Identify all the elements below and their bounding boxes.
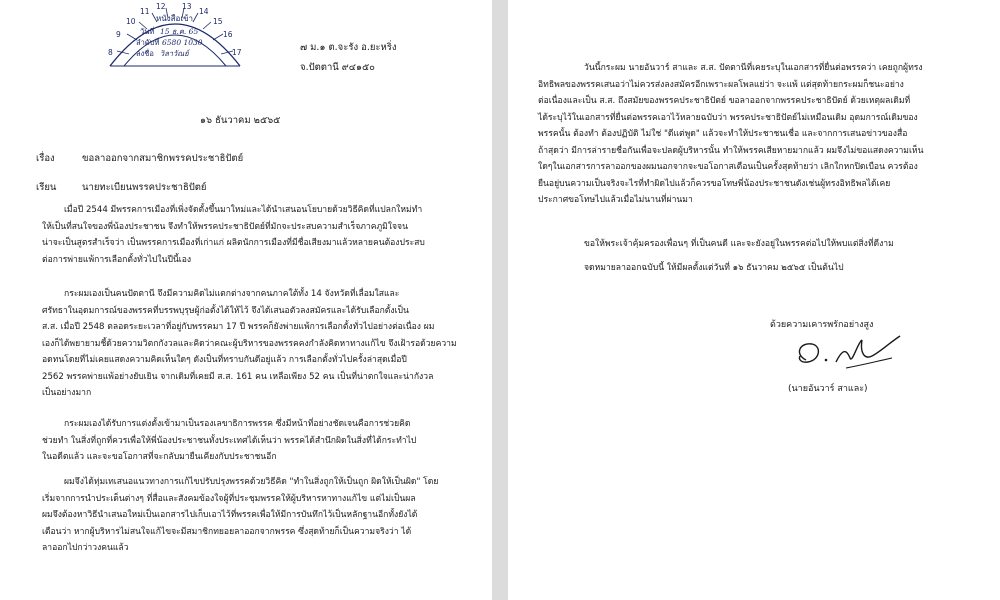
text-line: ส.ส. เมื่อปี 2548 ตลอดระยะเวลาที่อยู่กับพรรคมา 17 ปี พรรคก็ยังพ่ายแพ้การเลือกตั้งทั่วไปอย่างต่อเนื่อง ผม: [42, 322, 435, 332]
text-line: เริ่มจากการนำประเด็นต่างๆ ที่สื่อและสังคมข้องใจผู้ที่ประชุมพรรคให้ผู้บริหารหาทางแก้ไข แต่ไม่เป็นผล: [42, 493, 416, 504]
body-paragraph-1: [42, 202, 425, 268]
text-line: น่าจะเป็นสูตรสำเร็จว่า เป็นพรรคการเมืองที่เก่าแก่ ผลิตนักการเมืองที่มีชื่อเสียงมาแล้วหลายคนต้องประสบ: [42, 238, 425, 248]
recipient-label: เรียน: [36, 182, 57, 193]
text-line: ให้เป็นที่สนใจของพี่น้องประชาชน จึงทำให้พรรคประชาธิปัตย์ที่มักจะประสบความสำเร็จภาคภูมิใจจน: [42, 221, 408, 232]
text-line: อดทนโดยที่ไม่เคยแสดงความคิดเห็นใดๆ ดังเป็นที่ทราบกันดีอยู่แล้ว การเลือกตั้งทั่วไปครั้งล่าสุดเมื่อปี: [42, 355, 407, 365]
handwritten-signature: [788, 330, 906, 378]
text-line: ต่อการพ่ายแพ้การเลือกตั้งทั่วไปในปีนี้เอง: [42, 254, 192, 265]
text-line: ศรัทธาในอุดมการณ์ของพรรคที่บรรพบุรุษผู้ก่อตั้งได้ให้ไว้ จึงได้เสนอตัวลงสมัครและได้รับเลือกตั้งเป็น: [42, 305, 409, 316]
text-line: ขอให้พระเจ้าคุ้มครองเพื่อนๆ ที่เป็นคนดี และจะยังอยู่ในพรรคต่อไปให้พบแต่สิ่งที่ดีงาม: [584, 239, 894, 249]
stamp-number: 10: [126, 17, 136, 26]
text-line: กระผมเองได้รับการแต่งตั้งเข้ามาเป็นรองเลขาธิการพรรค ซึ่งมีหน้าที่อย่างชัดเจนคือการช่วยคิด: [64, 419, 411, 429]
text-line: เมื่อปี 2544 มีพรรคการเมืองที่เพิ่งจัดตั้งขึ้นมาใหม่และได้นำเสนอนโยบายด้วยวิธีคิดที่แปลกใหม่ทำ: [64, 205, 423, 215]
stamp-day-value: 15 ธ.ค. 65: [160, 27, 199, 36]
stamp-number: 14: [199, 7, 209, 16]
received-stamp: [100, 0, 250, 70]
body-paragraph-5: [538, 60, 923, 209]
body-paragraph-7: [584, 260, 844, 277]
body-paragraph-3: [42, 416, 416, 466]
text-line: ใดๆในเอกสารการลาออกของผมนอกจากจะขอโอกาสเตือนเป็นครั้งสุดท้ายว่า เลิกใกหกปิดเบือน ควรต้อง: [538, 162, 918, 172]
text-line: ได้ระบุไว้ในเอกสารที่ยื่นต่อพรรคเอาไว้หลายฉบับว่า พรรคประชาธิปัตย์ไม่เหมือนเดิม อุดมการณ์เดิมของ: [538, 112, 918, 123]
stamp-number: 13: [182, 2, 192, 11]
text-line: เป็นอย่างมาก: [42, 388, 92, 398]
body-paragraph-4: [42, 474, 438, 557]
text-line: ลาออกไปกว่าวงคนแล้ว: [42, 543, 129, 553]
letter-page-2: [508, 0, 1000, 600]
body-paragraph-6: [584, 236, 894, 253]
closing-salutation: ด้วยความเคารพรักอย่างสูง: [770, 320, 874, 330]
stamp-number: 8: [108, 48, 113, 57]
text-line: วันนี้กระผม นายอันวาร์ สาและ ส.ส. ปัตตานีที่เคยระบุในเอกสารที่ยื่นต่อพรรคว่า เคยถูกผู้ทรง: [584, 63, 923, 73]
page-separator: [492, 0, 508, 600]
text-line: จดหมายลาออกฉบับนี้ ให้มีผลตั้งแต่วันที่ ๑๖ ธันวาคม ๒๕๖๕ เป็นต้นไป: [584, 263, 844, 273]
sender-address-line-1: ๗ ม.๑ ต.จะรัง อ.ยะหริ่ง: [300, 42, 397, 53]
text-line: กระผมเองเป็นคนปัตตานี จึงมีความคิดไม่แตกต่างจากคนภาคใต้ทั้ง 14 จังหวัดที่เลื่อมใสและ: [64, 289, 400, 299]
stamp-reg-value: 6580 1030: [162, 38, 203, 47]
subject-text: ขอลาออกจากสมาชิกพรรคประชาธิปัตย์: [82, 153, 244, 164]
letter-date: ๑๖ ธันวาคม ๒๕๖๕: [200, 115, 281, 126]
text-line: พรรคนั้น ต้องทำ ต้องปฏิบัติ ไม่ใช่ "ดีแต่พูด" แล้วจะทำให้ประชาชนเชื่อ และจากการเสนอข่าวของสื่อ: [538, 129, 908, 139]
text-line: ผมจึงต้องหาวิธีนำเสนอใหม่เป็นเอกสารไปเก็บเอาไว้ที่พรรคเพื่อให้มีการบันทึกไว้เป็นหลักฐานอีกทั้งยังได้: [42, 510, 418, 520]
text-line: ยืนอยู่บนความเป็นจริงจะไรที่ทำผิดไปแล้วก็ควรขอโทษพี่น้องประชาชนดังเช่นผู้ทรงอิทธิพลได้เคย: [538, 178, 891, 189]
stamp-number: 17: [232, 48, 242, 57]
stamp-number: 11: [140, 7, 150, 16]
stamp-receiver-value: วิลาวัณย์: [160, 49, 189, 58]
signatory-name: (นายอันวาร์ สาและ): [788, 384, 868, 394]
stamp-number: 16: [223, 30, 233, 39]
stamp-number: 12: [156, 2, 166, 11]
text-line: ช่วยทำ ในสิ่งที่ถูกที่ควรเพื่อให้พี่น้องประชาชนทั้งประเทศได้เห็นว่า พรรคได้สำนึกผิดในสิ่งที่ได้กระทำไป: [42, 435, 417, 446]
text-line: ถ้าสุดว่า มีการล่ารายชื่อกันเพื่อจะปลดผู้บริหารนั้น ทำให้พรรคเสียหายมากแล้ว ผมจึงไม่ขอแสดงความเห็น: [538, 145, 924, 156]
text-line: ต่อเนื่องและเป็น ส.ส. ถึงสมัยของพรรคประชาธิปัตย์ ขอลาออกจากพรรคประชาธิปัตย์ ด้วยเหตุผลเดิมที่: [538, 96, 911, 106]
body-paragraph-2: [42, 286, 457, 402]
stamp-reg-label: ลำดับที่: [136, 38, 160, 47]
stamp-receiver-label: ลงชื่อ: [136, 49, 154, 58]
stamp-number: 15: [213, 17, 223, 26]
text-line: เตือนว่า หากผู้บริหารไม่สนใจแก้ไขจะมีสมาชิกทยอยลาออกจากพรรค ซึ่งสุดท้ายก็เป็นความจริงว่า ได้: [42, 526, 412, 537]
text-line: ในอดีตแล้ว และจะขอโอกาสที่จะกลับมายืนเคียงกับประชาชนอีก: [42, 452, 277, 462]
text-line: ประกาศขอโทษไปแล้วเมื่อไม่นานที่ผ่านมา: [538, 195, 693, 205]
text-line: 2562 พรรคพ่ายแพ้อย่างยับเยิน จากเดิมที่เคยมี ส.ส. 161 คน เหลือเพียง 52 คน เป็นที่น่าตกใจและน่ากังวล: [42, 371, 434, 382]
stamp-day-label: วันที่: [140, 27, 155, 36]
text-line: เองก็ได้พยายามชี้ด้วยความวิตกกังวลและคิดว่าคณะผู้บริหารของพรรคคงกำลังคิดหาทางแก้ไข จึงเฝ้ารอด้วยความ: [42, 338, 457, 349]
recipient-text: นายทะเบียนพรรคประชาธิปัตย์: [82, 182, 207, 193]
subject-label: เรื่อง: [36, 153, 55, 164]
text-line: ผมจึงได้ทุ่มเทเสนอแนวทางการแก้ไขปรับปรุงพรรคด้วยวิธีคิด "ทำในสิ่งถูกให้เป็นถูก ผิดให้เป็นผิด" โดย: [64, 477, 439, 487]
letter-page-1: [0, 0, 492, 600]
stamp-number: 9: [116, 30, 121, 39]
text-line: อิทธิพลของพรรคเสนอว่าไม่ควรส่งลงสมัครอีกเพราะผลโพลแย่ว่า จะแพ้ แต่สุดท้ายกระผมก็ชนะอย่าง: [538, 79, 904, 90]
sender-address-line-2: จ.ปัตตานี ๙๔๑๕๐: [300, 62, 375, 73]
stamp-title: หนังสือเข้า: [156, 14, 194, 23]
